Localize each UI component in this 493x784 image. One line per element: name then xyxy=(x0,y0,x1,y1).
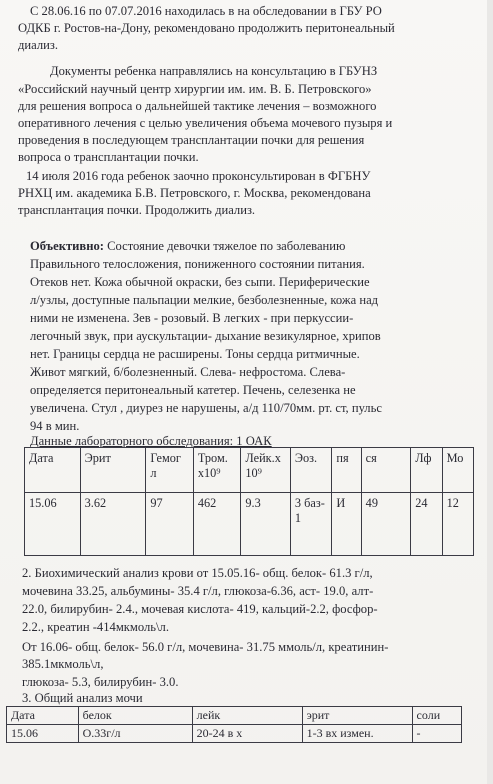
lab-header-cell: Лейк.х 10⁹ xyxy=(241,448,291,493)
bio-line-2: мочевина 33.25, альбумины- 35.4 г/л, глюкоза-6.36, аст- 19.0, алт- xyxy=(22,584,374,598)
lab-cell: 97 xyxy=(146,493,194,556)
lab-title: Данные лабораторного обследования: 1 ОАК xyxy=(30,434,272,448)
lab-header-cell: Эоз. xyxy=(290,448,331,493)
urine-header-cell: лейк xyxy=(192,707,302,725)
urine-cell: O.33г/л xyxy=(78,725,192,743)
urine-cell: - xyxy=(412,725,461,743)
urine-header-cell: эрит xyxy=(302,707,412,725)
page-edge-shadow xyxy=(487,0,493,784)
urine-cell: 20-24 в х xyxy=(192,725,302,743)
lab-cell: 15.06 xyxy=(25,493,81,556)
urine-cell: 1-3 вх измен. xyxy=(302,725,412,743)
lab-header-cell: Эрит xyxy=(80,448,146,493)
lab-header-cell: Лф xyxy=(411,448,442,493)
intro-line-9: вопроса о трансплантации почки. xyxy=(18,150,199,164)
intro-line-3: диализ. xyxy=(18,38,58,52)
objective-label: Объективно: xyxy=(30,239,104,253)
lab-cell: 24 xyxy=(411,493,442,556)
bio-line-1: 2. Биохимический анализ крови от 15.05.16- общ. белок- 61.3 г/л, xyxy=(22,566,373,580)
lab-header-cell: Тром. х10⁹ xyxy=(193,448,241,493)
intro-line-8: проведения в последующем трансплантации почки для решения xyxy=(18,133,365,147)
lab-cell: 462 xyxy=(193,493,241,556)
objective-line-11: 94 в мин. xyxy=(30,419,80,433)
lab-header-cell: Мо xyxy=(442,448,473,493)
objective-line-7: нет. Границы сердца не расширены. Тоны сердца ритмичные. xyxy=(30,347,360,361)
objective-line-9: определяется перитонеальный катетер. Печень, селезенка не xyxy=(30,383,356,397)
urine-header-cell: Дата xyxy=(7,707,79,725)
bio-line-6: 385.1мкмоль\л, xyxy=(22,657,104,671)
lab-header-row xyxy=(25,448,474,493)
objective-line-5: ними не изменена. Зев - розовый. В легких - при перкуссии- xyxy=(30,311,354,325)
lab-header-cell: пя xyxy=(332,448,361,493)
objective-line-8: Живот мягкий, б/болезненный. Слева- нефростома. Слева- xyxy=(30,365,346,379)
lab-cell: 3.62 xyxy=(80,493,146,556)
intro-line-5: «Российский научный центр хирургии им. им. В. Б. Петровского» xyxy=(18,82,372,96)
intro-line-7: оперативного лечения с целью увеличения объема мочевого пузыря и xyxy=(18,116,393,130)
urine-table xyxy=(6,706,462,743)
urine-header-cell: белок xyxy=(78,707,192,725)
objective-line-10: увеличена. Стул , диурез не нарушены, а/д 110/70мм. рт. ст, пульс xyxy=(30,401,382,415)
intro-line-4: Документы ребенка направлялись на консультацию в ГБУНЗ xyxy=(50,64,378,78)
objective-line-1: Состояние девочки тяжелое по заболеванию xyxy=(103,239,346,253)
intro-line-2: ОДКБ г. Ростов-на-Дону, рекомендовано продолжить перитонеальный xyxy=(18,21,395,35)
bio-line-3: 22.0, билирубин- 2.4., мочевая кислота- 419, кальций-2.2, фосфор- xyxy=(22,602,378,616)
intro-line-1: С 28.06.16 по 07.07.2016 находилась в на обследовании в ГБУ РО xyxy=(30,4,382,18)
bio-line-7: глюкоза- 5.3, билирубин- 3.0. xyxy=(22,675,179,689)
lab-cell: 12 xyxy=(442,493,473,556)
lab-header-cell: ся xyxy=(361,448,411,493)
lab-header-cell: Дата xyxy=(25,448,81,493)
lab-cell: 49 xyxy=(361,493,411,556)
lab-cell: 3 баз- 1 xyxy=(290,493,331,556)
urine-header-cell: соли xyxy=(412,707,461,725)
urine-cell: 15.06 xyxy=(7,725,79,743)
lab-data-row xyxy=(25,493,474,556)
objective-line-3: Отеков нет. Кожа обычной окраски, без сыпи. Периферические xyxy=(30,275,370,289)
objective-line-4: л/узлы, доступные пальпации мелкие, безболезненные, кожа над xyxy=(30,293,379,307)
intro-line-11: РНХЦ им. академика Б.В. Петровского, г. Москва, рекомендована xyxy=(18,186,371,200)
lab-header-cell: Гемог л xyxy=(146,448,194,493)
intro-line-10: 14 июля 2016 года ребенок заочно проконсультирован в ФГБНУ xyxy=(26,169,371,183)
lab-cell: 9.3 xyxy=(241,493,291,556)
urine-title: 3. Общий анализ мочи xyxy=(22,691,143,705)
objective-line-2: Правильного телосложения, пониженного состоянии питания. xyxy=(30,257,365,271)
lab-table xyxy=(24,447,474,556)
objective-line-6: легочный звук, при аускультации- дыхание везикулярное, хрипов xyxy=(30,329,381,343)
objective-first-line xyxy=(30,238,345,255)
lab-cell: И xyxy=(332,493,361,556)
bio-line-4: 2.2., креатин -414мкмоль\л. xyxy=(22,620,169,634)
intro-line-12: трансплантация почки. Продолжить диализ. xyxy=(18,203,256,217)
urine-header-row xyxy=(7,707,462,725)
bio-line-5: От 16.06- общ. белок- 56.0 г/л, мочевина- 31.75 ммоль/л, креатинин- xyxy=(22,640,389,654)
urine-data-row xyxy=(7,725,462,743)
intro-line-6: для решения вопроса о дальнейшей тактике лечения – возможного xyxy=(18,99,377,113)
